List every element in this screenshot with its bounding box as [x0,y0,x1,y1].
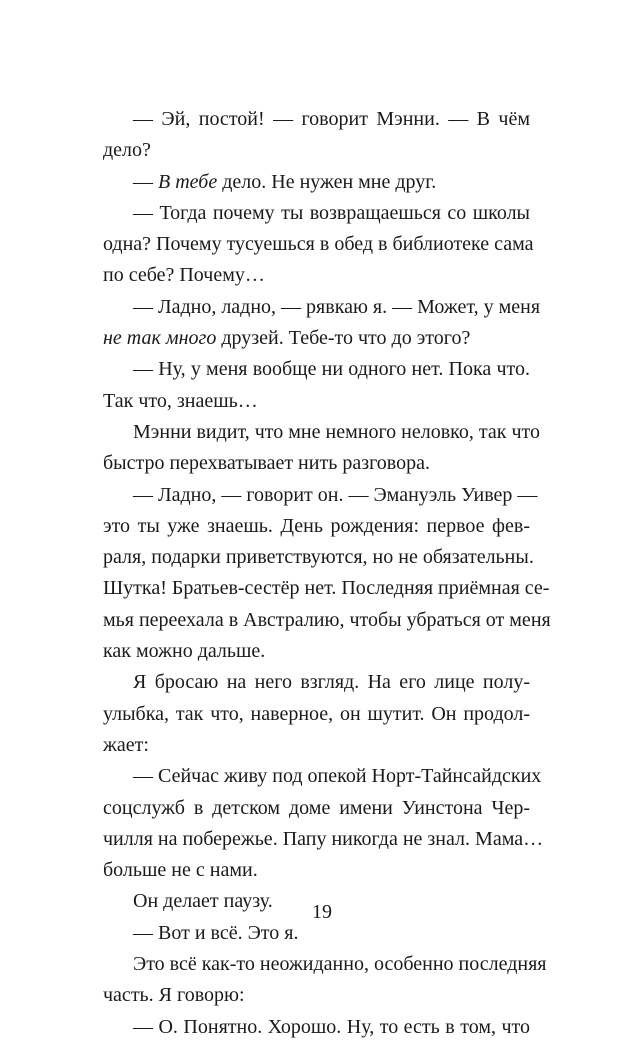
text-line: — Ладно, — говорит он. — Эмануэль Уивер — [133,483,538,506]
text-line: — Ну, у меня вообще ни одного нет. Пока что. [133,358,530,381]
text-line [103,167,530,198]
text-line: часть. Я говорю: [103,984,245,1007]
text-line: по себе? Почему… [103,264,265,287]
text-line: — О. Понятно. Хорошо. Ну, то есть в том, что [133,1015,530,1038]
text-line: Это всё как-то неожиданно, особенно последняя [133,953,547,976]
text-line: это ты уже знаешь. День рождения: первое фев- [103,514,530,537]
text-line: дело? [103,139,151,162]
text-line: Я бросаю на него взгляд. На его лице полу- [133,671,530,694]
text-line: улыбка, так что, наверное, он шутит. Он продол- [103,702,530,725]
text-line: мья переехала в Австралию, чтобы убраться от меня [103,608,551,631]
text-line: жает: [103,733,149,756]
text-line: быстро перехватывает нить разговора. [103,452,430,475]
text-line: Мэнни видит, что мне немного неловко, так что [133,420,540,443]
dash: — [133,170,158,193]
text-line: Так что, знаешь… [103,389,258,412]
text-line: чилля на побережье. Папу никогда не знал. Мама… [103,827,544,850]
text-line: соцслужб в детском доме имени Уинстона Чер- [103,796,530,819]
text-line: как можно дальше. [103,640,266,663]
text-line: больше не с нами. [103,859,258,882]
italic-emphasis: В тебе [158,170,218,193]
text-fragment: друзей. Тебе-то что до этого? [216,327,471,350]
text-line: раля, подарки приветствуются, но не обязательны. [103,546,534,569]
text-line: — Сейчас живу под опекой Норт-Тайнсайдских [133,765,542,788]
text-line: Он делает паузу. [133,890,273,913]
text-line: одна? Почему тусуешься в обед в библиотеке сама [103,233,534,256]
page-number: 19 [312,901,332,923]
text-line: — Эй, постой! — говорит Мэнни. — В чём [133,108,530,130]
text-line: — Тогда почему ты возвращаешься со школы [133,201,530,224]
text-line: — Ладно, ладно, — рявкаю я. — Может, у меня [133,295,541,318]
text-line: — Вот и всё. Это я. [133,921,299,944]
italic-emphasis: не так много [103,327,217,350]
text-fragment: дело. Не нужен мне друг. [217,170,437,193]
text-line: Шутка! Братьев-сестёр нет. Последняя приёмная се- [103,577,550,600]
text-line [103,323,530,354]
